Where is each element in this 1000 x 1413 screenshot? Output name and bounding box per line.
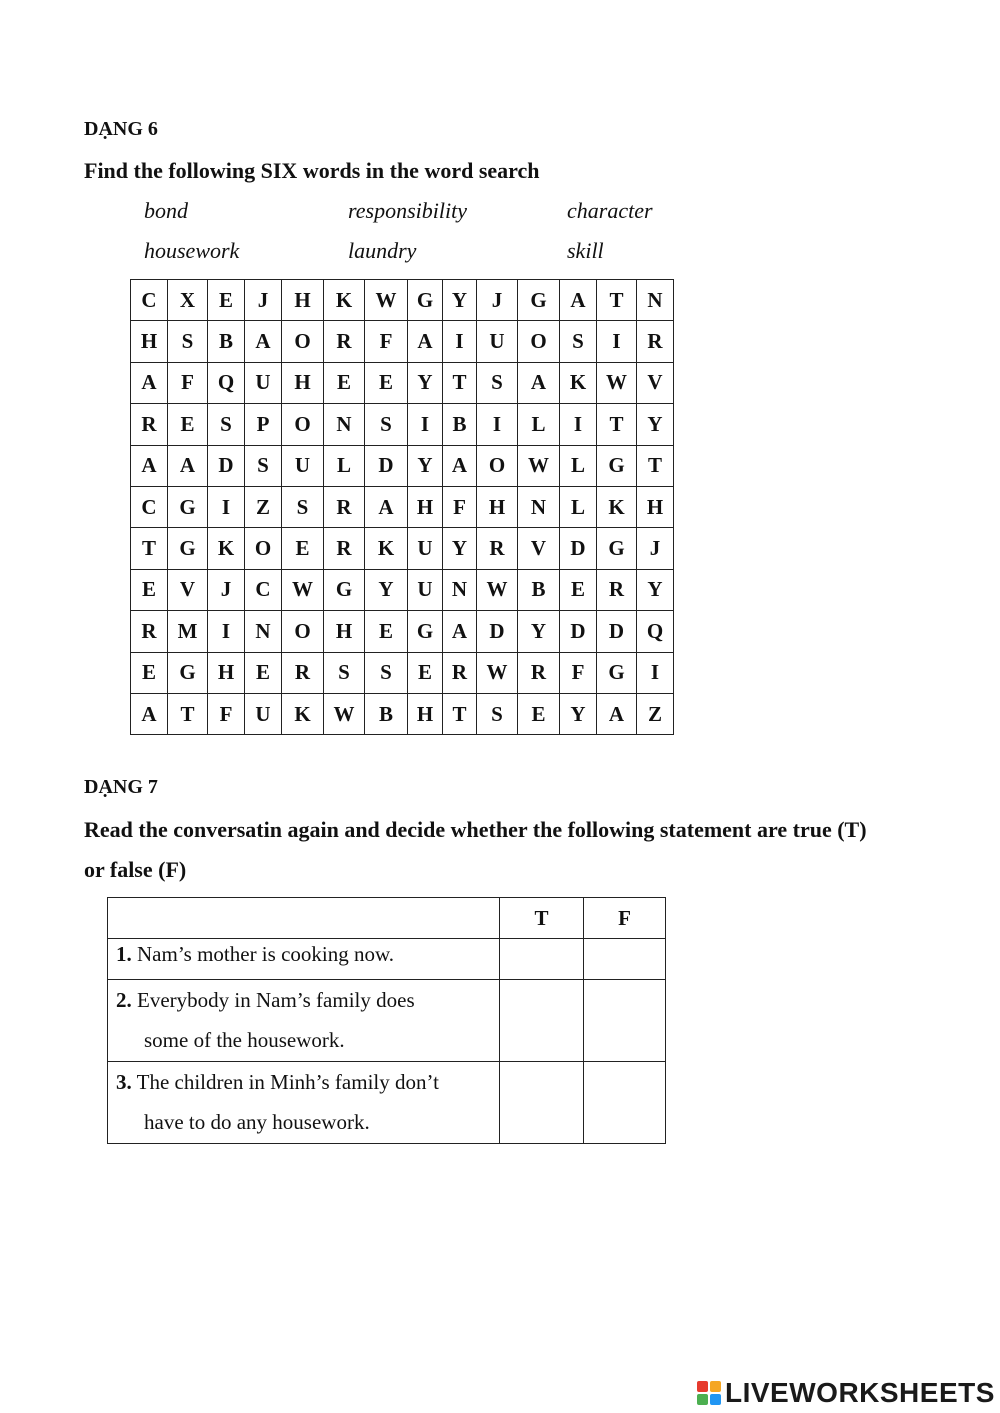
grid-row: [131, 486, 674, 527]
answer-true-cell-3[interactable]: [500, 1062, 584, 1144]
grid-cell[interactable]: A: [365, 486, 408, 527]
false-column-header: F: [584, 898, 666, 939]
grid-cell[interactable]: A: [597, 693, 637, 734]
grid-cell[interactable]: E: [131, 569, 168, 610]
grid-cell[interactable]: I: [477, 404, 518, 445]
word-laundry: laundry: [348, 238, 417, 263]
grid-cell[interactable]: E: [408, 652, 443, 693]
grid-cell[interactable]: S: [245, 445, 282, 486]
grid-cell[interactable]: T: [637, 445, 674, 486]
grid-cell[interactable]: A: [408, 321, 443, 362]
grid-cell[interactable]: N: [637, 280, 674, 321]
statement-number: 3.: [116, 1070, 132, 1094]
grid-cell[interactable]: E: [324, 362, 365, 403]
grid-cell[interactable]: A: [245, 321, 282, 362]
grid-cell[interactable]: E: [245, 652, 282, 693]
grid-cell[interactable]: A: [131, 362, 168, 403]
grid-cell[interactable]: N: [245, 611, 282, 652]
grid-cell[interactable]: I: [208, 611, 245, 652]
grid-cell[interactable]: S: [168, 321, 208, 362]
grid-cell[interactable]: Y: [443, 528, 477, 569]
grid-cell[interactable]: T: [597, 404, 637, 445]
grid-cell[interactable]: G: [597, 445, 637, 486]
grid-cell[interactable]: N: [518, 486, 560, 527]
true-false-table: [107, 897, 666, 1144]
liveworksheets-logo: [697, 1374, 995, 1412]
grid-cell[interactable]: C: [131, 486, 168, 527]
grid-cell[interactable]: K: [365, 528, 408, 569]
word-bond: bond: [144, 198, 188, 223]
grid-cell[interactable]: S: [477, 693, 518, 734]
grid-cell[interactable]: I: [408, 404, 443, 445]
grid-cell[interactable]: O: [518, 321, 560, 362]
grid-cell[interactable]: H: [477, 486, 518, 527]
grid-cell[interactable]: H: [408, 486, 443, 527]
grid-cell[interactable]: Z: [637, 693, 674, 734]
grid-cell[interactable]: O: [477, 445, 518, 486]
section-6-instruction: Find the following SIX words in the word search: [84, 158, 540, 183]
grid-cell[interactable]: S: [560, 321, 597, 362]
grid-cell[interactable]: H: [637, 486, 674, 527]
statement-number: 2.: [116, 988, 132, 1012]
statement-number: 1.: [116, 942, 132, 966]
grid-cell[interactable]: K: [208, 528, 245, 569]
grid-cell[interactable]: Y: [560, 693, 597, 734]
grid-cell[interactable]: D: [560, 611, 597, 652]
grid-cell[interactable]: G: [168, 486, 208, 527]
grid-cell[interactable]: S: [477, 362, 518, 403]
grid-cell[interactable]: W: [282, 569, 324, 610]
grid-cell[interactable]: H: [208, 652, 245, 693]
grid-cell[interactable]: G: [597, 652, 637, 693]
grid-cell[interactable]: I: [637, 652, 674, 693]
grid-cell[interactable]: D: [365, 445, 408, 486]
grid-cell[interactable]: T: [168, 693, 208, 734]
table-row: [108, 1062, 666, 1144]
grid-cell[interactable]: A: [131, 693, 168, 734]
grid-cell[interactable]: G: [408, 611, 443, 652]
grid-cell[interactable]: K: [282, 693, 324, 734]
grid-cell[interactable]: H: [324, 611, 365, 652]
statement-header-cell: [108, 898, 500, 939]
grid-cell[interactable]: Q: [208, 362, 245, 403]
grid-cell[interactable]: T: [597, 280, 637, 321]
grid-cell[interactable]: S: [365, 404, 408, 445]
grid-cell[interactable]: R: [477, 528, 518, 569]
grid-cell[interactable]: B: [518, 569, 560, 610]
grid-cell[interactable]: A: [518, 362, 560, 403]
answer-true-cell-1[interactable]: [500, 939, 584, 980]
grid-cell[interactable]: C: [245, 569, 282, 610]
grid-cell[interactable]: N: [443, 569, 477, 610]
table-row: [108, 939, 666, 980]
grid-cell[interactable]: J: [477, 280, 518, 321]
grid-cell[interactable]: I: [208, 486, 245, 527]
answer-true-cell-2[interactable]: [500, 980, 584, 1062]
grid-cell[interactable]: D: [560, 528, 597, 569]
grid-row: [131, 528, 674, 569]
statement-cell: [108, 980, 500, 1062]
grid-cell[interactable]: E: [282, 528, 324, 569]
statement-text-continued: have to do any housework.: [144, 1110, 370, 1134]
grid-cell[interactable]: R: [443, 652, 477, 693]
grid-cell[interactable]: R: [324, 486, 365, 527]
grid-cell[interactable]: Y: [408, 362, 443, 403]
grid-cell[interactable]: D: [208, 445, 245, 486]
grid-cell[interactable]: Y: [365, 569, 408, 610]
grid-cell[interactable]: T: [443, 362, 477, 403]
table-row: [108, 980, 666, 1062]
statement-text-continued: some of the housework.: [144, 1028, 345, 1052]
grid-cell[interactable]: F: [208, 693, 245, 734]
grid-cell[interactable]: E: [208, 280, 245, 321]
word-character: character: [567, 198, 653, 223]
grid-row: [131, 321, 674, 362]
grid-cell[interactable]: P: [245, 404, 282, 445]
answer-false-cell-1[interactable]: [584, 939, 666, 980]
grid-cell[interactable]: R: [324, 528, 365, 569]
grid-cell[interactable]: F: [168, 362, 208, 403]
grid-cell[interactable]: R: [282, 652, 324, 693]
statement-text: Everybody in Nam’s family does: [131, 988, 415, 1012]
grid-cell[interactable]: V: [168, 569, 208, 610]
grid-cell[interactable]: U: [408, 569, 443, 610]
grid-cell[interactable]: A: [560, 280, 597, 321]
section-7-instruction-line2: or false (F): [84, 857, 187, 882]
grid-cell[interactable]: Y: [637, 404, 674, 445]
grid-cell[interactable]: H: [282, 280, 324, 321]
grid-cell[interactable]: I: [560, 404, 597, 445]
grid-cell[interactable]: T: [131, 528, 168, 569]
grid-row: [131, 280, 674, 321]
grid-cell[interactable]: Y: [408, 445, 443, 486]
grid-cell[interactable]: W: [324, 693, 365, 734]
grid-row: [131, 404, 674, 445]
grid-row: [131, 652, 674, 693]
grid-row: [131, 693, 674, 734]
grid-cell[interactable]: U: [477, 321, 518, 362]
grid-cell[interactable]: U: [408, 528, 443, 569]
grid-cell[interactable]: R: [131, 404, 168, 445]
grid-cell[interactable]: L: [560, 445, 597, 486]
grid-cell[interactable]: U: [282, 445, 324, 486]
grid-cell[interactable]: R: [637, 321, 674, 362]
grid-cell[interactable]: E: [131, 652, 168, 693]
grid-cell[interactable]: B: [443, 404, 477, 445]
grid-cell[interactable]: F: [560, 652, 597, 693]
grid-cell[interactable]: N: [324, 404, 365, 445]
logo-text: LIVEWORKSHEETS: [725, 1377, 995, 1408]
grid-cell[interactable]: E: [560, 569, 597, 610]
grid-cell[interactable]: O: [282, 404, 324, 445]
answer-false-cell-3[interactable]: [584, 1062, 666, 1144]
grid-cell[interactable]: R: [518, 652, 560, 693]
grid-cell[interactable]: I: [597, 321, 637, 362]
grid-cell[interactable]: S: [324, 652, 365, 693]
grid-cell[interactable]: U: [245, 693, 282, 734]
grid-cell[interactable]: E: [168, 404, 208, 445]
grid-row: [131, 611, 674, 652]
grid-row: [131, 362, 674, 403]
statement-text: The children in Minh’s family don’t: [131, 1070, 439, 1094]
grid-cell[interactable]: W: [477, 569, 518, 610]
grid-cell[interactable]: Y: [443, 280, 477, 321]
word-search-grid: [130, 279, 674, 735]
grid-cell[interactable]: G: [168, 528, 208, 569]
grid-cell[interactable]: L: [560, 486, 597, 527]
logo-mark-icon: [697, 1381, 721, 1405]
grid-cell[interactable]: O: [282, 321, 324, 362]
grid-cell[interactable]: G: [597, 528, 637, 569]
statement-cell: [108, 939, 500, 980]
word-responsibility: responsibility: [348, 198, 467, 223]
grid-cell[interactable]: K: [324, 280, 365, 321]
grid-cell[interactable]: S: [365, 652, 408, 693]
grid-cell[interactable]: G: [408, 280, 443, 321]
grid-cell[interactable]: G: [324, 569, 365, 610]
grid-cell[interactable]: H: [282, 362, 324, 403]
table-header-row: [108, 898, 666, 939]
grid-cell[interactable]: B: [208, 321, 245, 362]
grid-cell[interactable]: D: [597, 611, 637, 652]
grid-cell[interactable]: W: [597, 362, 637, 403]
grid-cell[interactable]: F: [443, 486, 477, 527]
grid-cell[interactable]: A: [131, 445, 168, 486]
grid-cell[interactable]: Y: [637, 569, 674, 610]
grid-cell[interactable]: H: [131, 321, 168, 362]
grid-cell[interactable]: E: [365, 362, 408, 403]
grid-cell[interactable]: Y: [518, 611, 560, 652]
grid-cell[interactable]: R: [324, 321, 365, 362]
grid-cell[interactable]: D: [477, 611, 518, 652]
grid-cell[interactable]: S: [282, 486, 324, 527]
grid-cell[interactable]: J: [245, 280, 282, 321]
grid-cell[interactable]: J: [208, 569, 245, 610]
answer-false-cell-2[interactable]: [584, 980, 666, 1062]
grid-row: [131, 569, 674, 610]
grid-cell[interactable]: X: [168, 280, 208, 321]
grid-cell[interactable]: L: [324, 445, 365, 486]
word-skill: skill: [567, 238, 604, 263]
grid-cell[interactable]: E: [518, 693, 560, 734]
grid-cell[interactable]: R: [597, 569, 637, 610]
grid-cell[interactable]: S: [208, 404, 245, 445]
grid-cell[interactable]: K: [597, 486, 637, 527]
grid-cell[interactable]: F: [365, 321, 408, 362]
grid-cell[interactable]: V: [637, 362, 674, 403]
grid-cell[interactable]: O: [245, 528, 282, 569]
word-housework: housework: [144, 238, 240, 263]
grid-cell[interactable]: K: [560, 362, 597, 403]
grid-cell[interactable]: B: [365, 693, 408, 734]
grid-cell[interactable]: W: [477, 652, 518, 693]
grid-cell[interactable]: G: [518, 280, 560, 321]
grid-cell[interactable]: M: [168, 611, 208, 652]
grid-cell[interactable]: O: [282, 611, 324, 652]
grid-cell[interactable]: U: [245, 362, 282, 403]
grid-cell[interactable]: W: [365, 280, 408, 321]
grid-cell[interactable]: A: [443, 445, 477, 486]
grid-cell[interactable]: A: [168, 445, 208, 486]
grid-cell[interactable]: R: [131, 611, 168, 652]
statement-cell: [108, 1062, 500, 1144]
grid-cell[interactable]: L: [518, 404, 560, 445]
section-7-heading: DẠNG 7: [84, 776, 158, 798]
grid-cell[interactable]: H: [408, 693, 443, 734]
grid-cell[interactable]: Z: [245, 486, 282, 527]
grid-cell[interactable]: E: [365, 611, 408, 652]
section-7-instruction-line1: Read the conversatin again and decide whether the following statement are true (T): [84, 817, 867, 842]
grid-cell[interactable]: C: [131, 280, 168, 321]
statement-text: Nam’s mother is cooking now.: [131, 942, 395, 966]
grid-row: [131, 445, 674, 486]
grid-cell[interactable]: J: [637, 528, 674, 569]
grid-cell[interactable]: W: [518, 445, 560, 486]
grid-cell[interactable]: A: [443, 611, 477, 652]
grid-cell[interactable]: I: [443, 321, 477, 362]
grid-cell[interactable]: G: [168, 652, 208, 693]
grid-cell[interactable]: T: [443, 693, 477, 734]
grid-cell[interactable]: Q: [637, 611, 674, 652]
grid-cell[interactable]: V: [518, 528, 560, 569]
section-6-heading: DẠNG 6: [84, 118, 158, 140]
true-column-header: T: [500, 898, 584, 939]
